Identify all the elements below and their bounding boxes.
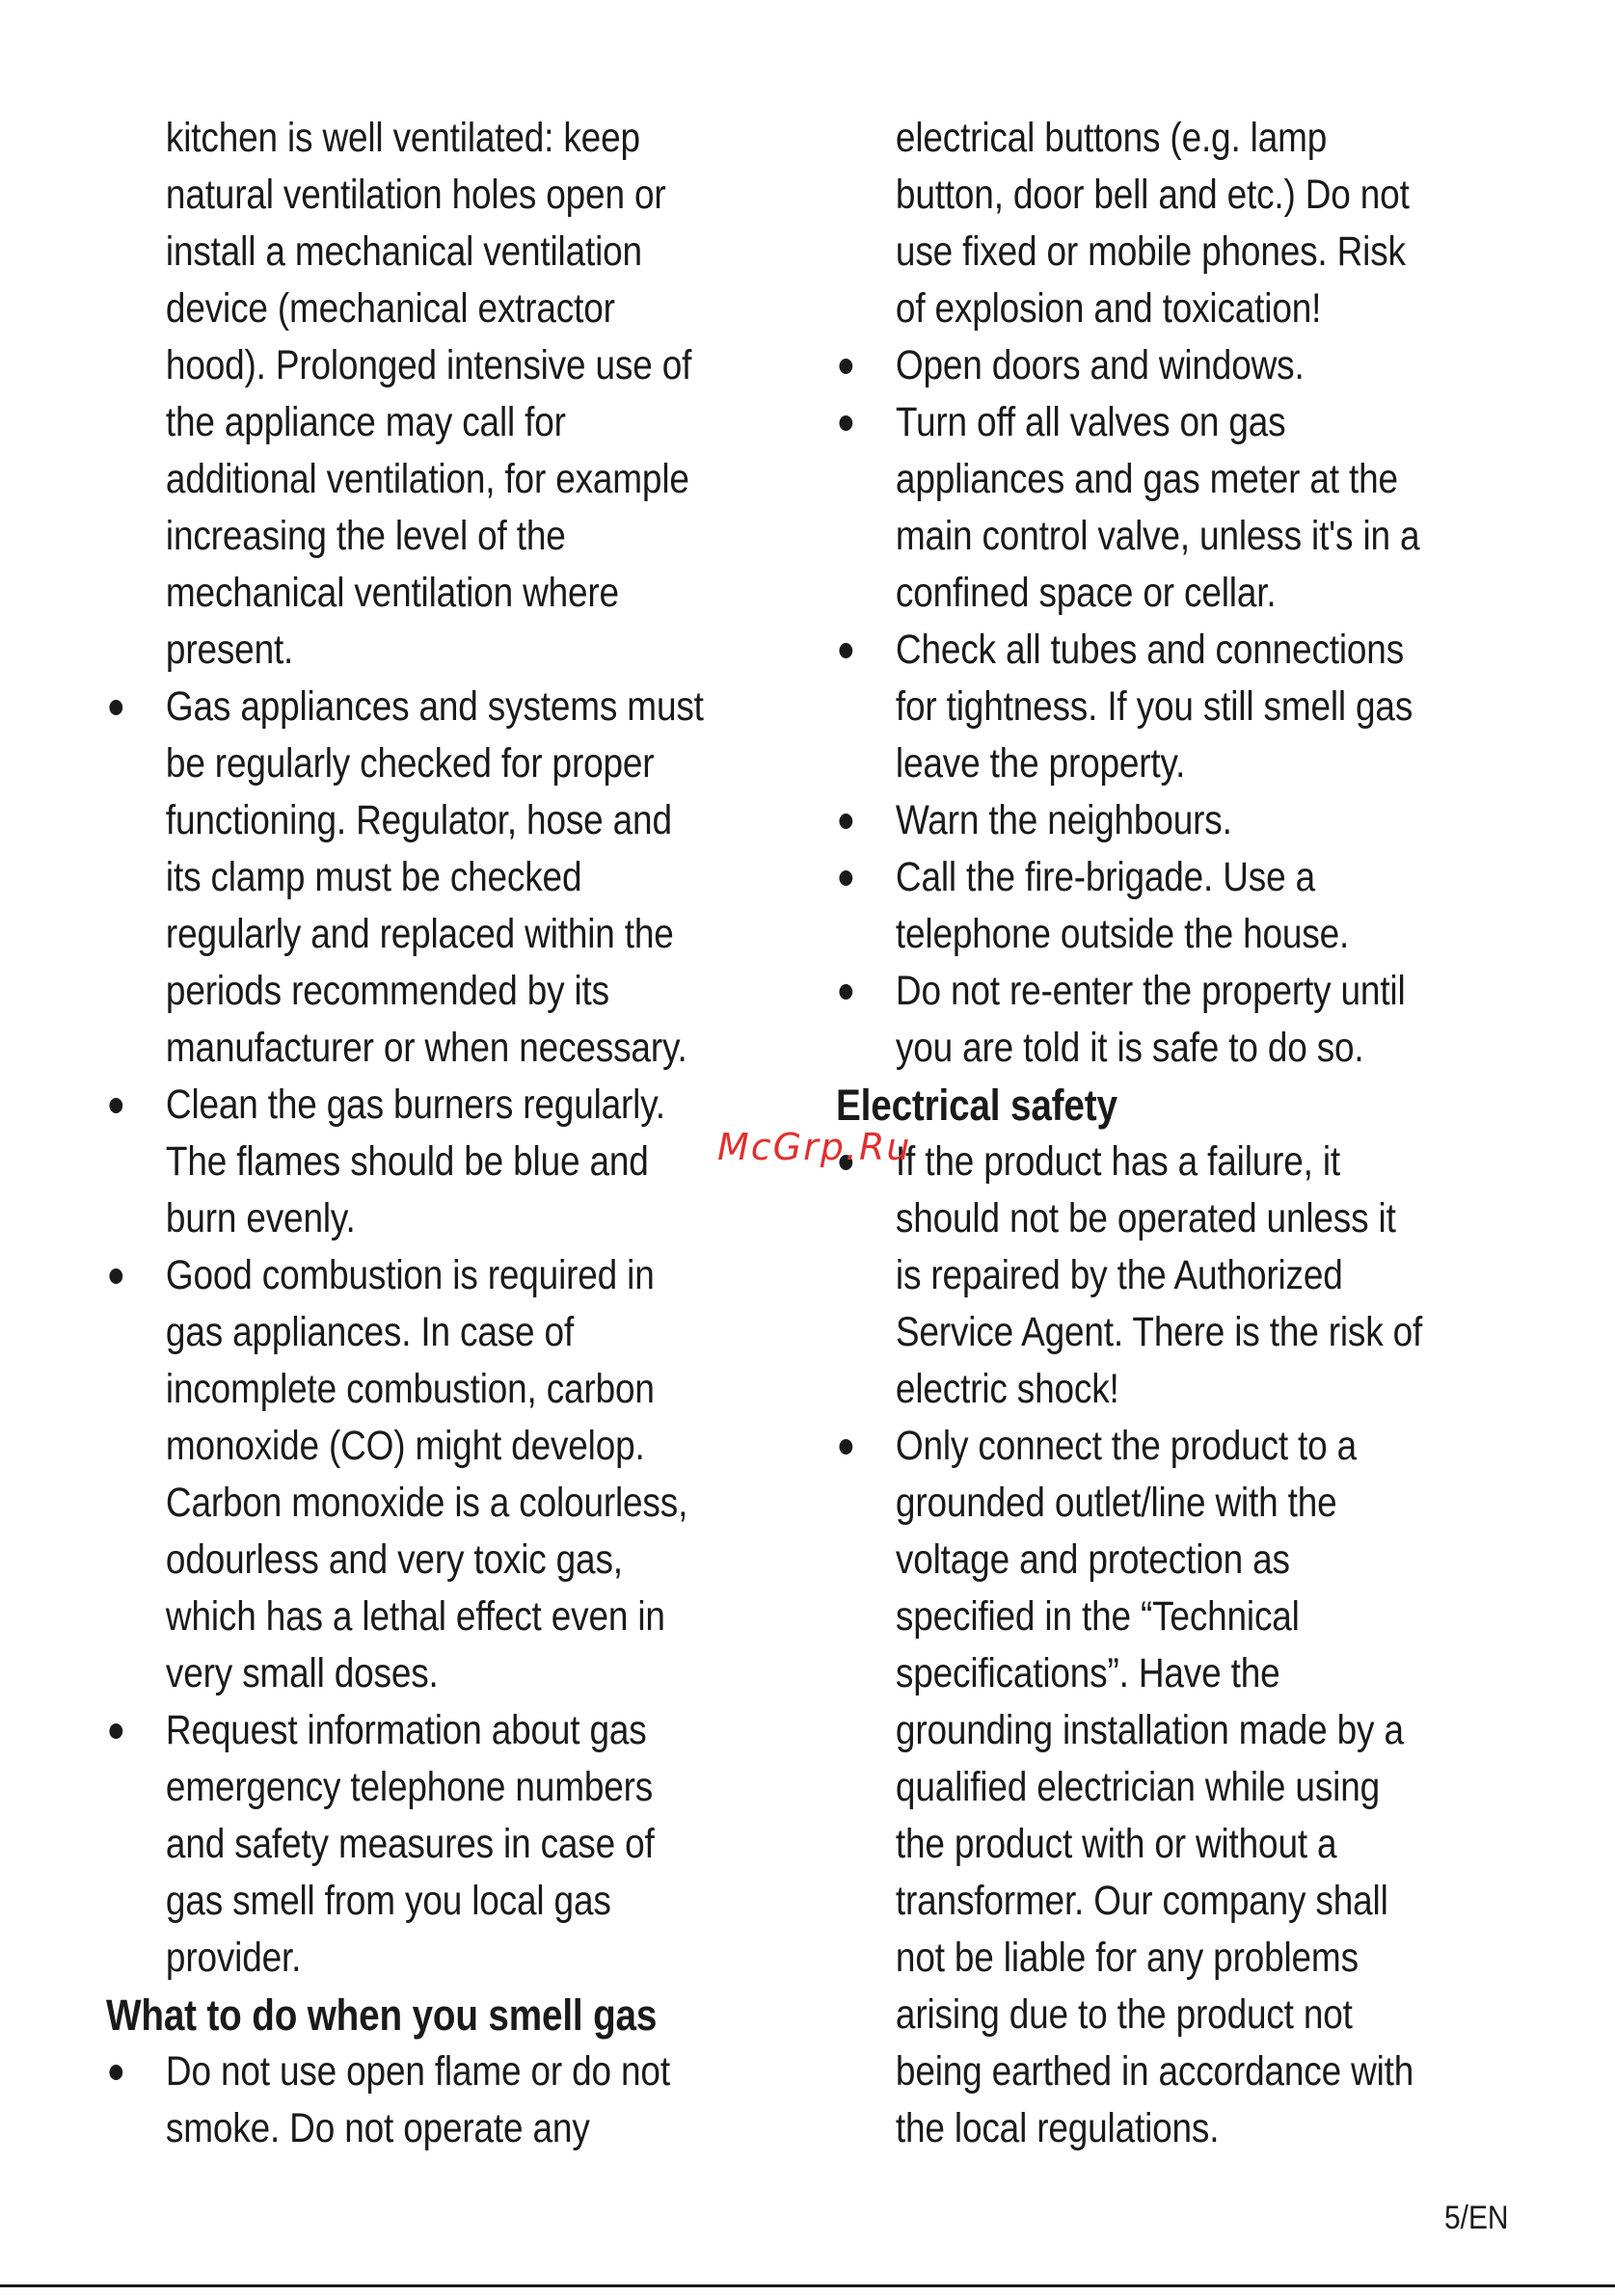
intro-paragraph — [106, 110, 703, 679]
bullet-list — [106, 679, 703, 1987]
bullet-icon — [109, 2065, 122, 2080]
list-item-line: incomplete combustion, carbon — [165, 1366, 655, 1412]
bullet-list-emergency — [836, 337, 1433, 1077]
list-item-line: emergency telephone numbers — [165, 1764, 654, 1810]
bullet-icon — [839, 359, 852, 374]
list-item — [106, 1702, 703, 1987]
list-item-line: telephone outside the house. — [895, 911, 1350, 957]
bottom-divider — [0, 2284, 1615, 2287]
list-item-line: the product with or without a — [895, 1821, 1337, 1867]
bullet-icon — [839, 814, 852, 829]
watermark-text: McGrp.Ru — [717, 1126, 912, 1168]
list-item-line: be regularly checked for proper — [165, 740, 655, 787]
list-item-line: If the product has a failure, it — [895, 1138, 1341, 1185]
list-item-line: gas smell from you local gas — [165, 1878, 611, 1924]
text-line: increasing the level of the — [165, 513, 566, 559]
list-item — [836, 963, 1433, 1077]
list-item-line: its clamp must be checked — [165, 854, 582, 900]
text-line: install a mechanical ventilation — [165, 228, 642, 275]
list-item-line: which has a lethal effect even in — [165, 1593, 665, 1640]
list-item — [836, 622, 1433, 792]
list-item-line: and safety measures in case of — [165, 1821, 655, 1867]
list-item-line: electric shock! — [895, 1366, 1119, 1412]
bullet-icon — [109, 700, 122, 715]
list-item-line: burn evenly. — [165, 1195, 356, 1241]
list-item — [836, 1134, 1433, 1418]
list-item-line: regularly and replaced within the — [165, 911, 674, 957]
list-item-line: Do not re-enter the property until — [895, 968, 1406, 1014]
bullet-icon — [109, 1723, 122, 1739]
list-item-line: Warn the neighbours. — [895, 797, 1232, 843]
bullet-icon — [839, 415, 852, 431]
bullet-icon — [839, 643, 852, 658]
list-item-line: main control valve, unless it's in a — [895, 513, 1420, 559]
list-item-line: arising due to the product not — [895, 1991, 1353, 2038]
list-item-line: transformer. Our company shall — [895, 1878, 1388, 1924]
list-item-line: Good combustion is required in — [165, 1252, 655, 1298]
list-item-line: specifications”. Have the — [895, 1650, 1280, 1696]
text-line: hood). Prolonged intensive use of — [165, 342, 692, 388]
text-line: natural ventilation holes open or — [165, 172, 666, 218]
list-item-line: odourless and very toxic gas, — [165, 1536, 623, 1583]
list-item-line: monoxide (CO) might develop. — [165, 1423, 645, 1469]
bullet-icon — [109, 1098, 122, 1113]
list-item-line: grounding installation made by a — [895, 1707, 1404, 1753]
list-item-line: smoke. Do not operate any — [165, 2105, 590, 2151]
list-item-line: leave the property. — [895, 740, 1186, 787]
bullet-icon — [839, 984, 852, 1000]
list-item-line: being earthed in accordance with — [895, 2048, 1414, 2095]
right-column — [836, 110, 1433, 2157]
list-item-line: Do not use open flame or do not — [165, 2048, 670, 2095]
list-item-line: manufacturer or when necessary. — [165, 1025, 687, 1071]
text-line: mechanical ventilation where — [165, 570, 619, 616]
list-item-line: Clean the gas burners regularly. — [165, 1081, 665, 1128]
bullet-icon — [839, 1439, 852, 1455]
bullet-icon — [109, 1268, 122, 1284]
list-item-line: is repaired by the Authorized — [895, 1252, 1343, 1298]
list-item-line: Turn off all valves on gas — [895, 399, 1286, 445]
left-column — [106, 110, 703, 2157]
bullet-list-smell-gas — [106, 2043, 703, 2157]
list-item — [106, 1247, 703, 1702]
list-item-line: Check all tubes and connections — [895, 627, 1405, 673]
text-line: device (mechanical extractor — [165, 285, 615, 332]
bullet-list-electrical — [836, 1134, 1433, 2157]
list-item-line: Service Agent. There is the risk of — [895, 1309, 1423, 1355]
list-item-line: grounded outlet/line with the — [895, 1480, 1337, 1526]
list-item-line: should not be operated unless it — [895, 1195, 1396, 1241]
section-heading-smell-gas: What to do when you smell gas — [106, 1990, 658, 2040]
list-item-line: functioning. Regulator, hose and — [165, 797, 672, 843]
list-item-line: you are told it is safe to do so. — [895, 1025, 1364, 1071]
list-item-line: provider. — [165, 1935, 302, 1981]
list-item — [106, 1077, 703, 1247]
list-item-line: Only connect the product to a — [895, 1423, 1358, 1469]
text-line: kitchen is well ventilated: keep — [165, 115, 640, 161]
page-number: 5/EN — [1444, 2200, 1509, 2236]
list-item-line: very small doses. — [165, 1650, 439, 1696]
list-item-line: voltage and protection as — [895, 1536, 1290, 1583]
list-item-line: periods recommended by its — [165, 968, 609, 1014]
list-item-line: appliances and gas meter at the — [895, 456, 1398, 502]
list-item-line: qualified electrician while using — [895, 1764, 1380, 1810]
list-item — [106, 2043, 703, 2157]
list-item-line: specified in the “Technical — [895, 1593, 1300, 1640]
list-item — [836, 394, 1433, 622]
list-item-line: Open doors and windows. — [895, 342, 1305, 388]
bullet-icon — [839, 870, 852, 886]
list-item-line: for tightness. If you still smell gas — [895, 683, 1413, 730]
text-line: button, door bell and etc.) Do not — [895, 172, 1410, 218]
list-item — [836, 849, 1433, 963]
text-line: the appliance may call for — [165, 399, 566, 445]
list-item-line: Call the fire-brigade. Use a — [895, 854, 1315, 900]
list-item — [836, 337, 1433, 394]
list-item-line: gas appliances. In case of — [165, 1309, 575, 1355]
list-item-line: the local regulations. — [895, 2105, 1220, 2151]
list-item-line: not be liable for any problems — [895, 1935, 1359, 1981]
list-item-line: Request information about gas — [165, 1707, 647, 1753]
list-item-line: The flames should be blue and — [165, 1138, 649, 1185]
text-line: of explosion and toxication! — [895, 285, 1322, 332]
intro-paragraph-continued — [836, 110, 1433, 337]
section-heading-electrical-safety: Electrical safety — [836, 1081, 1117, 1130]
list-item-line: Gas appliances and systems must — [165, 683, 704, 730]
text-line: electrical buttons (e.g. lamp — [895, 115, 1328, 161]
list-item — [106, 679, 703, 1077]
list-item-line: Carbon monoxide is a colourless, — [165, 1480, 688, 1526]
text-line: present. — [165, 627, 294, 673]
list-item — [836, 792, 1433, 849]
list-item — [836, 1418, 1433, 2157]
text-line: additional ventilation, for example — [165, 456, 689, 502]
list-item-line: confined space or cellar. — [895, 570, 1277, 616]
text-line: use fixed or mobile phones. Risk — [895, 228, 1406, 275]
